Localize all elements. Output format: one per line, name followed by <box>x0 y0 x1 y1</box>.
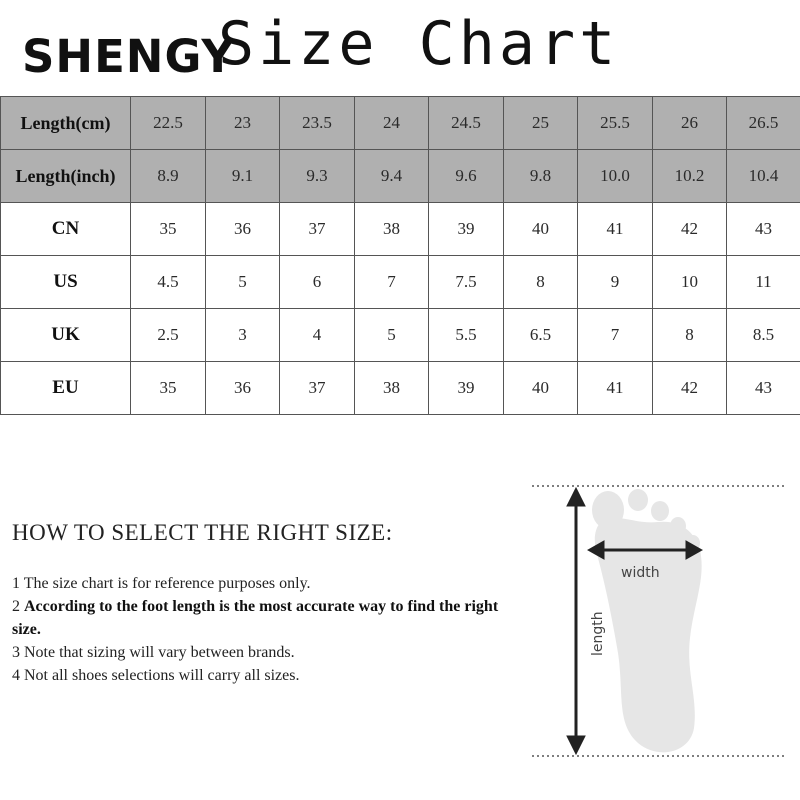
table-cell: 5.5 <box>429 309 504 362</box>
table-cell: 11 <box>727 256 800 309</box>
table-cell: 24 <box>355 97 429 150</box>
table-cell: 23 <box>206 97 280 150</box>
table-cell: 40 <box>504 362 578 415</box>
row-label: Length(cm) <box>1 97 131 150</box>
table-cell: 7.5 <box>429 256 504 309</box>
table-cell: 37 <box>280 203 355 256</box>
row-label: Length(inch) <box>1 150 131 203</box>
table-cell: 10.4 <box>727 150 800 203</box>
table-cell: 41 <box>578 362 653 415</box>
note-2-text: According to the foot length is the most accurate way to find the right size. <box>12 598 499 638</box>
howto-heading: HOW TO SELECT THE RIGHT SIZE: <box>12 520 393 545</box>
table-cell: 7 <box>578 309 653 362</box>
table-cell: 4 <box>280 309 355 362</box>
row-label: CN <box>1 203 131 256</box>
table-cell: 10 <box>653 256 727 309</box>
table-row <box>1 150 800 203</box>
size-table <box>0 96 800 415</box>
note-3: 3 Note that sizing will vary between brands. <box>12 644 295 661</box>
table-cell: 4.5 <box>131 256 206 309</box>
table-cell: 9.1 <box>206 150 280 203</box>
table-cell: 25.5 <box>578 97 653 150</box>
table-cell: 8.9 <box>131 150 206 203</box>
table-cell: 36 <box>206 203 280 256</box>
table-cell: 36 <box>206 362 280 415</box>
foot-icon <box>592 489 702 752</box>
table-cell: 10.0 <box>578 150 653 203</box>
table-cell: 22.5 <box>131 97 206 150</box>
table-cell: 5 <box>206 256 280 309</box>
brand-logo: SHENGY <box>22 30 236 83</box>
table-cell: 9.4 <box>355 150 429 203</box>
table-cell: 38 <box>355 203 429 256</box>
table-row <box>1 362 800 415</box>
table-cell: 9.3 <box>280 150 355 203</box>
table-cell: 35 <box>131 362 206 415</box>
table-cell: 5 <box>355 309 429 362</box>
width-label: width <box>621 565 660 581</box>
table-cell: 8 <box>653 309 727 362</box>
row-label: EU <box>1 362 131 415</box>
foot-measure-diagram <box>528 478 790 768</box>
table-cell: 35 <box>131 203 206 256</box>
table-cell: 41 <box>578 203 653 256</box>
table-cell: 9.8 <box>504 150 578 203</box>
table-cell: 9.6 <box>429 150 504 203</box>
table-cell: 9 <box>578 256 653 309</box>
table-cell: 43 <box>727 362 800 415</box>
table-cell: 24.5 <box>429 97 504 150</box>
table-cell: 26 <box>653 97 727 150</box>
table-cell: 23.5 <box>280 97 355 150</box>
note-2 <box>12 595 512 641</box>
table-cell: 10.2 <box>653 150 727 203</box>
table-row <box>1 97 800 150</box>
note-2-number: 2 <box>12 598 24 615</box>
table-cell: 42 <box>653 203 727 256</box>
row-label: US <box>1 256 131 309</box>
table-cell: 7 <box>355 256 429 309</box>
table-cell: 2.5 <box>131 309 206 362</box>
table-cell: 37 <box>280 362 355 415</box>
length-label: length <box>590 611 606 656</box>
table-cell: 6.5 <box>504 309 578 362</box>
table-row <box>1 256 800 309</box>
howto-notes <box>12 572 512 687</box>
note-4: 4 Not all shoes selections will carry all sizes. <box>12 667 300 684</box>
table-row <box>1 203 800 256</box>
size-table-body <box>1 97 800 415</box>
table-cell: 38 <box>355 362 429 415</box>
table-cell: 3 <box>206 309 280 362</box>
note-1: 1 The size chart is for reference purposes only. <box>12 575 311 592</box>
table-row <box>1 309 800 362</box>
table-cell: 40 <box>504 203 578 256</box>
table-cell: 8.5 <box>727 309 800 362</box>
table-cell: 39 <box>429 203 504 256</box>
table-cell: 39 <box>429 362 504 415</box>
table-cell: 43 <box>727 203 800 256</box>
page-title: Size Chart <box>218 9 620 79</box>
length-arrow-icon <box>567 488 585 754</box>
table-cell: 25 <box>504 97 578 150</box>
table-cell: 42 <box>653 362 727 415</box>
table-cell: 6 <box>280 256 355 309</box>
table-cell: 26.5 <box>727 97 800 150</box>
table-cell: 8 <box>504 256 578 309</box>
row-label: UK <box>1 309 131 362</box>
